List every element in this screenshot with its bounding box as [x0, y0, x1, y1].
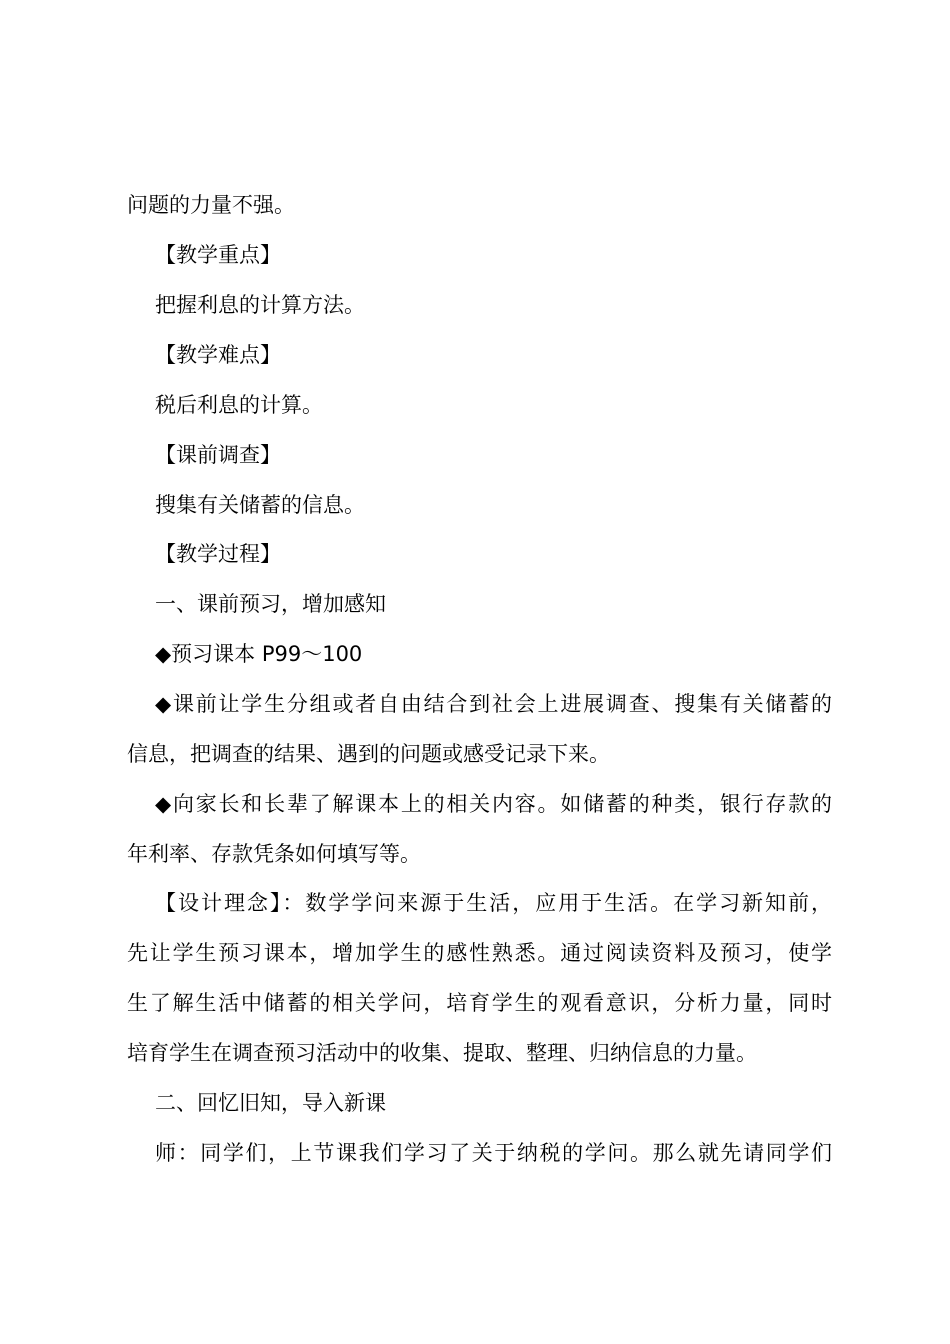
- bullet-line-2: ◆课前让学生分组或者自由结合到社会上进展调查、搜集有关储蓄的: [155, 692, 832, 716]
- text-line-1: 问题的力量不强。: [127, 193, 295, 217]
- design-concept-line-2: 先让学生预习课本，增加学生的感性熟悉。通过阅读资料及预习，使学: [127, 941, 832, 965]
- heading-teaching-difficulty: 【教学难点】: [155, 343, 281, 367]
- bullet-line-3: ◆向家长和长辈了解课本上的相关内容。如储蓄的种类，银行存款的: [155, 792, 832, 816]
- heading-teaching-process: 【教学过程】: [155, 542, 281, 566]
- bullet-line-1: ◆预习课本 P99～100: [155, 642, 363, 666]
- section-heading-1: 一、课前预习，增加感知: [155, 592, 386, 616]
- design-concept-line-4: 培育学生在调查预习活动中的收集、提取、整理、归纳信息的力量。: [127, 1041, 757, 1065]
- section-heading-2: 二、回忆旧知，导入新课: [155, 1091, 386, 1115]
- text-line-5: 税后利息的计算。: [155, 393, 323, 417]
- text-line-12: 信息，把调查的结果、遇到的问题或感受记录下来。: [127, 742, 610, 766]
- text-line-20: 师：同学们，上节课我们学习了关于纳税的学问。那么就先请同学们: [155, 1141, 832, 1165]
- heading-teaching-focus: 【教学重点】: [155, 243, 281, 267]
- heading-pre-class-survey: 【课前调查】: [155, 443, 281, 467]
- text-line-3: 把握利息的计算方法。: [155, 293, 365, 317]
- design-concept-line-3: 生了解生活中储蓄的相关学问，培育学生的观看意识，分析力量，同时: [127, 991, 832, 1015]
- design-concept-line-1: 【设计理念】：数学学问来源于生活，应用于生活。在学习新知前，: [155, 891, 832, 915]
- text-line-14: 年利率、存款凭条如何填写等。: [127, 842, 421, 866]
- text-line-7: 搜集有关储蓄的信息。: [155, 493, 365, 517]
